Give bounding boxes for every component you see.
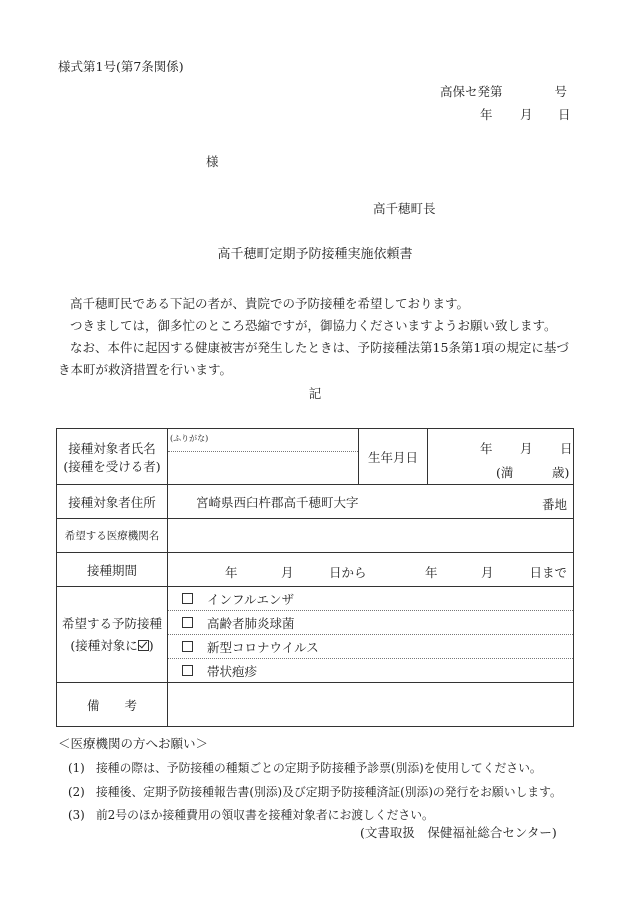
- name-label: 接種対象者氏名: [68, 440, 156, 456]
- dob-month: 月: [520, 441, 533, 456]
- paragraph-2: つきましては，御多忙のところ恐縮ですが，御協力くださいますようお願い致します。: [70, 318, 557, 333]
- name-input-cell[interactable]: [168, 429, 359, 485]
- check-mark-icon: [138, 640, 149, 651]
- sender: 高千穂町長: [373, 201, 436, 216]
- request-item: (2) 接種後、定期予防接種報告書(別添)及び定期予防接種済証(別添)の発行をお願いします。: [68, 785, 562, 799]
- vaccine-label: 希望する予防接種: [61, 615, 162, 631]
- remarks-input-cell[interactable]: [168, 683, 574, 727]
- vaccine-option-covid[interactable]: [168, 635, 573, 659]
- clinic-row: [57, 519, 574, 553]
- period-label: 接種期間: [57, 553, 168, 587]
- checkbox-icon[interactable]: [182, 641, 193, 652]
- age-open: (満: [496, 465, 514, 480]
- name-sub-label: (接種を受ける者): [63, 458, 161, 474]
- date-year: 年: [480, 107, 493, 122]
- dob-day: 日: [560, 441, 573, 456]
- address-input-cell[interactable]: [168, 485, 574, 519]
- request-form-table: [56, 428, 574, 727]
- name-row: [57, 429, 574, 485]
- checkbox-icon[interactable]: [182, 617, 193, 628]
- vaccine-option-label: 帯状疱疹: [207, 663, 258, 679]
- doc-prefix: 高保セ発第: [440, 84, 503, 99]
- vaccine-options: [168, 587, 574, 683]
- paragraph-3: なお、本件に起因する健康被害が発生したときは、予防接種法第15条第1項の規定に基づき本町が救済措置を行います。: [58, 340, 569, 377]
- furigana-label: (ふりがな): [170, 434, 209, 443]
- paragraph-1: 高千穂町民である下記の者が、貴院での予防接種を希望しております。: [70, 296, 470, 311]
- period-row: [57, 553, 574, 587]
- vaccine-option-influenza[interactable]: [168, 587, 573, 611]
- checkbox-icon[interactable]: [182, 665, 193, 676]
- dob-label: 生年月日: [359, 429, 428, 485]
- remarks-label: 備 考: [57, 683, 168, 727]
- address-prefix: 宮崎県西臼杵郡高千穂町大字: [196, 494, 359, 510]
- vaccine-option-pneumococcal[interactable]: [168, 611, 573, 635]
- request-item: (1) 接種の際は、予防接種の種類ごとの定期予防接種予診票(別添)を使用してください。: [68, 761, 542, 775]
- request-item: (3) 前2号のほか接種費用の領収書を接種対象者にお渡しください。: [68, 808, 434, 822]
- remarks-row: [57, 683, 574, 727]
- date-day: 日: [558, 107, 571, 122]
- vaccine-option-label: 高齢者肺炎球菌: [207, 615, 295, 631]
- vaccine-option-shingles[interactable]: [168, 659, 573, 682]
- period-year-1: 年: [225, 565, 238, 580]
- period-month-2: 月: [481, 565, 494, 580]
- clinic-label: 希望する医療機関名: [57, 519, 168, 553]
- period-month-1: 月: [281, 565, 294, 580]
- name-label-cell: [57, 429, 168, 485]
- address-row: [57, 485, 574, 519]
- period-from: 日から: [329, 565, 367, 580]
- vaccine-option-label: インフルエンザ: [207, 591, 295, 607]
- period-to: 日まで: [529, 565, 567, 580]
- form-number: 様式第1号(第7条関係): [58, 59, 184, 74]
- address-suffix: 番地: [541, 497, 567, 512]
- body-text: [58, 293, 578, 381]
- vaccine-row: [57, 587, 574, 683]
- clinic-input-cell[interactable]: [168, 519, 574, 553]
- age-close: 歳): [552, 465, 570, 480]
- date-month: 月: [520, 107, 533, 122]
- ki-heading: 記: [308, 386, 322, 401]
- document-number: [440, 86, 567, 99]
- vaccine-option-label: 新型コロナウイルス: [207, 639, 319, 655]
- address-label: 接種対象者住所: [57, 485, 168, 519]
- period-input-cell[interactable]: [168, 553, 574, 587]
- dob-input-cell[interactable]: [428, 429, 574, 485]
- dob-year: 年: [480, 441, 493, 456]
- issue-date: [480, 109, 571, 122]
- requests-heading: ＜医療機関の方へお願い＞: [58, 736, 209, 751]
- checkbox-icon[interactable]: [182, 593, 193, 604]
- contact-line: (文書取扱 保健福祉総合センター): [360, 825, 557, 840]
- period-year-2: 年: [425, 565, 438, 580]
- vaccine-sub-label: (接種対象に ): [70, 637, 154, 653]
- recipient: 様: [206, 154, 219, 169]
- vaccine-label-cell: [57, 587, 168, 683]
- doc-suffix: 号: [554, 84, 568, 99]
- document-title: 高千穂町定期予防接種実施依頼書: [217, 247, 413, 262]
